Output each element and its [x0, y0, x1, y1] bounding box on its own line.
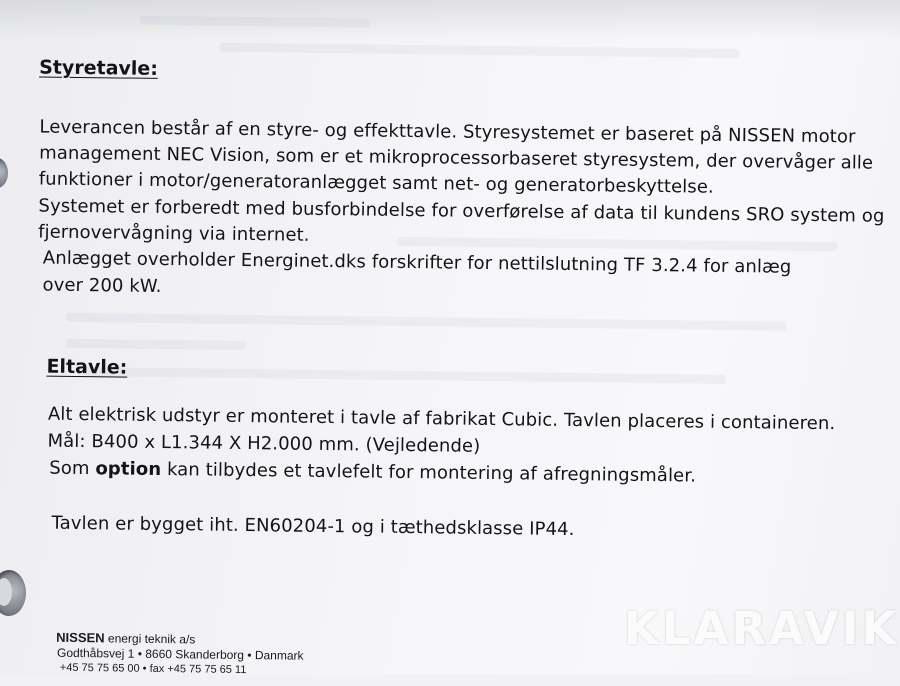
bleed-through-line	[397, 237, 837, 251]
paragraph-line: management NEC Vision, som er et mikroprocessorbaseret styresystem, der overvåger alle	[39, 142, 874, 174]
bleed-through-line	[85, 367, 725, 384]
section-heading-styretavle: Styretavle:	[39, 56, 159, 80]
paragraph-line: Anlægget overholder Energinet.dks forskrifter for nettilslutning TF 3.2.4 for anlæg	[42, 247, 792, 278]
footer-address: Godthåbsvej 1 • 8660 Skanderborg • Danmark	[56, 645, 304, 663]
paragraph-line: Mål: B400 x L1.344 X H2.000 mm. (Vejledende)	[47, 430, 481, 457]
closing-line: Tavlen er bygget iht. EN60204-1 og i tæthedsklasse IP44.	[51, 512, 575, 541]
bleed-through-line	[66, 339, 246, 350]
option-emphasis: option	[95, 458, 162, 481]
paragraph-line: funktioner i motor/generatoranlægget samt net- og generatorbeskyttelse.	[38, 168, 714, 198]
bleed-through-line	[140, 16, 370, 28]
option-line-end: kan tilbydes et tavlefelt for montering af afregningsmåler.	[161, 459, 697, 487]
paragraph-line: Systemet er forberedt med busforbindelse for overførelse af data til kundens SRO system og	[38, 195, 885, 227]
bleed-through-line	[219, 43, 739, 58]
footer-company-suffix: energi teknik a/s	[104, 631, 196, 647]
section-heading-eltavle: Eltavle:	[46, 355, 128, 379]
paragraph-line: Leverancen består af en styre- og effekttavle. Styresystemet er baseret på NISSEN motor	[39, 116, 856, 148]
bleed-through-line	[66, 313, 786, 331]
footer-phone: +45 75 75 65 00 • fax +45 75 75 65 11	[59, 661, 247, 677]
watermark-logo: KLARAVIK	[624, 602, 900, 655]
paragraph-line: Alt elektrisk udstyr er monteret i tavle af fabrikat Cubic. Tavlen placeres i containeren.	[47, 403, 836, 435]
paragraph-line: over 200 kW.	[42, 274, 162, 297]
paragraph-line: fjernovervågning via internet.	[38, 221, 310, 246]
option-line	[49, 458, 696, 487]
footer-company-name: NISSEN	[56, 629, 105, 646]
option-line-start: Som	[49, 457, 96, 480]
